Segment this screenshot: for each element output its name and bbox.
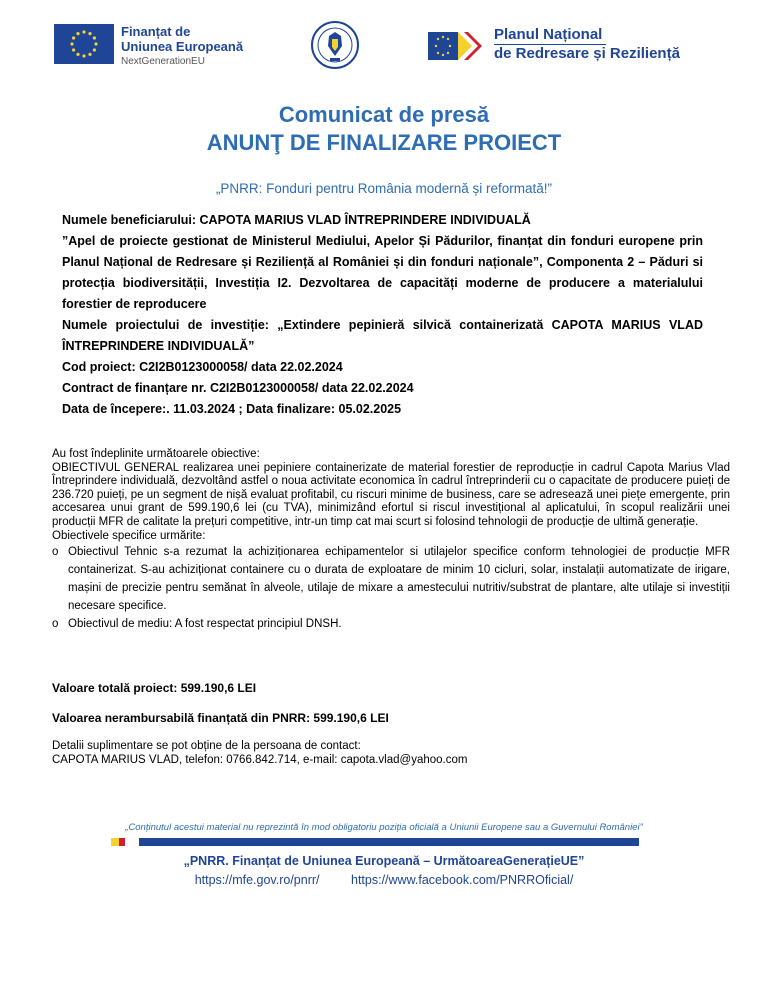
pnrr-logo-icon — [428, 26, 490, 66]
beneficiary-name: Numele beneficiarului: CAPOTA MARIUS VLAD ÎNTREPRINDERE INDIVIDUALĂ — [62, 213, 531, 227]
project-code: Cod proiect: C2I2B0123000058/ data 22.02.2024 — [62, 360, 343, 374]
page-title: Comunicat de presă — [278, 102, 490, 127]
eu-line1: Finanțat de — [121, 24, 191, 39]
romanian-government-crest-icon — [308, 20, 362, 70]
nonrefundable-value: Valoarea nerambursabilă finanțată din PNRR: 599.190,6 LEI — [52, 711, 389, 725]
project-dates: Data de începere:. 11.03.2024 ; Data finalizare: 05.02.2025 — [62, 402, 402, 416]
environment-objective: Obiectivul de mediu: A fost respectat principiul DNSH. — [68, 618, 342, 631]
objectives-intro: Au fost îndeplinite următoarele obiective: — [52, 448, 260, 460]
mfe-link[interactable]: https://mfe.gov.ro/pnrr/ — [194, 873, 320, 887]
list-item — [52, 615, 730, 633]
project-name: Numele proiectului de investiție: „Extindere pepinieră silvică containerizată CAPOTA MARIUS VLAD ÎNTREPRINDERE INDIVIDUALĂ” — [62, 318, 703, 353]
pnrr-label — [494, 26, 680, 63]
general-objective: OBIECTIVUL GENERAL realizarea unei pepiniere containerizate de material forestier de reproducție in cadrul Capota Marius Vlad Întreprindere individuală, dezvoltând astfel o noua activitate economica în cadrul întreprinderii cu o capacitate de producere puieți de 236.720 puieți, pe un segment de nișă evaluat profitabil, cu riscuri minime de business, care se adresează unei piețe emergente, prin accesarea unui grant de 599.190,6 lei (cu TVA), minimizând efortul si riscul investițional al aplicatului, în scopul realizării unei producții MFR de calitate la prețuri competitive, intr-un timp cat mai scurt si folosind tehnologii de producție de ultimă generație. — [52, 461, 730, 528]
contract-number: Contract de finanțare nr. C2I2B0123000058/ data 22.02.2024 — [62, 381, 414, 395]
facebook-link[interactable]: https://www.facebook.com/PNRROficial/ — [351, 873, 574, 887]
eu-line3: NextGenerationEU — [121, 56, 205, 67]
motto: „PNRR: Fonduri pentru România modernă și reformată!” — [215, 181, 553, 196]
list-item — [52, 543, 730, 615]
bullet-icon: o — [52, 546, 59, 559]
contact-intro: Detalii suplimentare se pot obține de la persoana de contact: — [52, 740, 361, 752]
technical-objective: Obiectivul Tehnic s-a rezumat la achiziționarea echipamentelor si utilajelor specifice conform tehnologiei de producție MFR containerizat. S-au achiziționat containere cu o durata de exploatare de minim 10 cicluri, solar, instalații automatizate de irigare, mașini de precizie pentru semănat în alveole, utilaje de mixare a amestecului nutritiv/substrat de plantare, alte utilaje si investiții necesare specifice. — [68, 546, 730, 613]
call-description: ”Apel de proiecte gestionat de Ministerul Mediului, Apelor Și Pădurilor, finanțat din fonduri europene prin Planul Național de Redresare și Reziliență al României și din fonduri naționale”, Componenta 2 – Păduri si protecția biodiversității, Investiția I2. Dezvoltarea de capacități moderne de producere a materialului forestier de reproducere — [62, 234, 703, 311]
eu-line2: Uniunea Europeană — [121, 39, 244, 54]
footer-links — [0, 873, 768, 887]
pnrr-line1: Planul Național — [494, 26, 606, 45]
contact-details — [52, 739, 467, 767]
contact-info: CAPOTA MARIUS VLAD, telefon: 0766.842.714, e-mail: capota.vlad@yahoo.com — [52, 754, 468, 766]
specific-objectives-intro: Obiectivele specifice urmărite: — [52, 529, 206, 542]
project-info — [62, 210, 703, 420]
objectives-section — [52, 448, 730, 633]
eu-funding-label — [121, 24, 243, 69]
footer-tagline: „PNRR. Finanțat de Uniunea Europeană – UrmătoareaGenerațieUE” — [183, 854, 585, 868]
page-subtitle: ANUNŢ DE FINALIZARE PROIECT — [206, 130, 562, 155]
bullet-icon: o — [52, 618, 59, 631]
eu-flag-logo — [54, 24, 114, 64]
pnrr-line2: de Redresare și Reziliență — [494, 45, 680, 62]
disclaimer: „Conținutul acestui material nu reprezintă în mod obligatoriu poziția oficială a Uniunii Europene sau a Guvernului României” — [125, 822, 643, 833]
total-value: Valoare totală proiect: 599.190,6 LEI — [52, 681, 257, 695]
footer-color-bar — [111, 838, 639, 846]
